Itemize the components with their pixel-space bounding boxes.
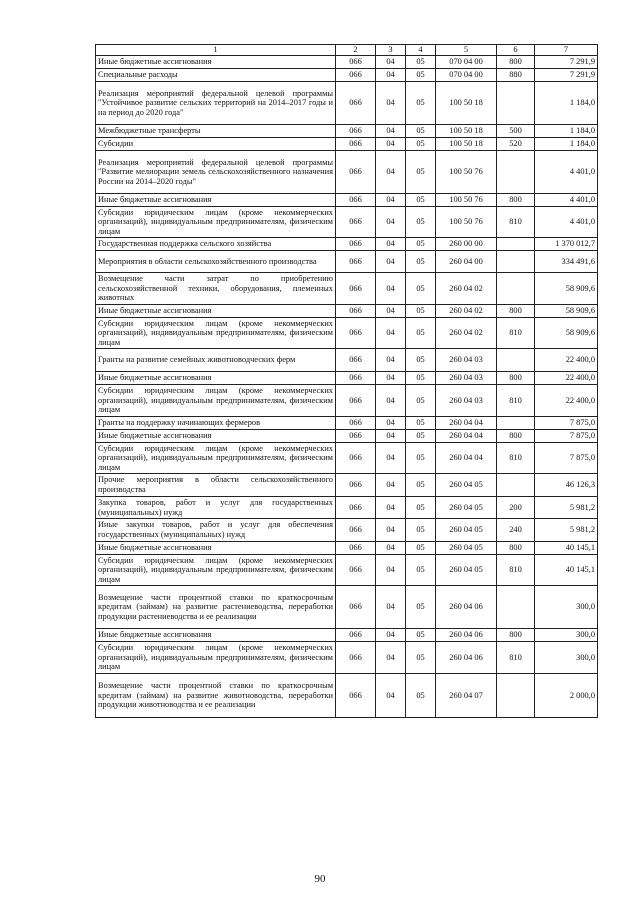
section-code-cell: 04 [376, 629, 406, 642]
ministry-code-cell: 066 [336, 207, 376, 238]
amount-cell: 5 981,2 [535, 497, 598, 519]
section-code-cell: 04 [376, 251, 406, 273]
ministry-code-cell: 066 [336, 194, 376, 207]
table-row [96, 443, 598, 474]
section-code-cell: 04 [376, 674, 406, 718]
target-item-cell: 260 04 05 [436, 542, 497, 555]
ministry-code-cell: 066 [336, 642, 376, 674]
row-name-cell: Субсидии юридическим лицам (кроме некоммерческих организаций), индивидуальным предпринимателям, физическим лицам [96, 318, 336, 349]
subsection-code-cell: 05 [406, 443, 436, 474]
table-row [96, 629, 598, 642]
target-item-cell: 260 04 03 [436, 372, 497, 385]
amount-cell: 1 370 012,7 [535, 238, 598, 251]
table-row [96, 542, 598, 555]
amount-cell: 5 981,2 [535, 519, 598, 542]
subsection-code-cell: 05 [406, 238, 436, 251]
section-code-cell: 04 [376, 82, 406, 125]
expense-type-cell: 500 [497, 125, 535, 138]
subsection-code-cell: 05 [406, 417, 436, 430]
ministry-code-cell: 066 [336, 542, 376, 555]
subsection-code-cell: 05 [406, 125, 436, 138]
section-code-cell: 04 [376, 207, 406, 238]
section-code-cell: 04 [376, 273, 406, 305]
subsection-code-cell: 05 [406, 273, 436, 305]
subsection-code-cell: 05 [406, 542, 436, 555]
amount-cell: 334 491,6 [535, 251, 598, 273]
ministry-code-cell: 066 [336, 69, 376, 82]
table-row [96, 474, 598, 497]
target-item-cell: 260 04 04 [436, 443, 497, 474]
target-item-cell: 260 04 06 [436, 642, 497, 674]
expense-type-cell [497, 674, 535, 718]
amount-cell: 46 126,3 [535, 474, 598, 497]
row-name-cell: Иные бюджетные ассигнования [96, 629, 336, 642]
target-item-cell: 260 04 05 [436, 497, 497, 519]
amount-cell: 22 400,0 [535, 385, 598, 417]
amount-cell: 40 145,1 [535, 542, 598, 555]
target-item-cell: 260 04 05 [436, 519, 497, 542]
row-name-cell: Иные бюджетные ассигнования [96, 56, 336, 69]
row-name-cell: Мероприятия в области сельскохозяйственного производства [96, 251, 336, 273]
target-item-cell: 260 04 00 [436, 251, 497, 273]
row-name-cell: Реализация мероприятий федеральной целевой программы "Развитие мелиорации земель сельскохозяйственного назначения России на 2014–2020 годы" [96, 151, 336, 194]
target-item-cell: 070 04 00 [436, 69, 497, 82]
ministry-code-cell: 066 [336, 125, 376, 138]
target-item-cell: 260 04 02 [436, 305, 497, 318]
section-code-cell: 04 [376, 497, 406, 519]
ministry-code-cell: 066 [336, 56, 376, 69]
ministry-code-cell: 066 [336, 443, 376, 474]
expense-type-cell [497, 349, 535, 372]
amount-cell: 300,0 [535, 642, 598, 674]
ministry-code-cell: 066 [336, 251, 376, 273]
row-name-cell: Субсидии [96, 138, 336, 151]
section-code-cell: 04 [376, 443, 406, 474]
section-code-cell: 04 [376, 56, 406, 69]
subsection-code-cell: 05 [406, 642, 436, 674]
expense-type-cell: 520 [497, 138, 535, 151]
table-row [96, 82, 598, 125]
ministry-code-cell: 066 [336, 305, 376, 318]
expense-type-cell: 800 [497, 194, 535, 207]
expense-type-cell: 810 [497, 207, 535, 238]
subsection-code-cell: 05 [406, 430, 436, 443]
target-item-cell: 260 04 07 [436, 674, 497, 718]
amount-cell: 58 909,6 [535, 318, 598, 349]
target-item-cell: 260 04 03 [436, 349, 497, 372]
row-name-cell: Государственная поддержка сельского хозяйства [96, 238, 336, 251]
table-row [96, 430, 598, 443]
target-item-cell: 260 04 05 [436, 474, 497, 497]
ministry-code-cell: 066 [336, 151, 376, 194]
expense-type-cell: 800 [497, 430, 535, 443]
subsection-code-cell: 05 [406, 519, 436, 542]
row-name-cell: Иные бюджетные ассигнования [96, 305, 336, 318]
table-row [96, 318, 598, 349]
target-item-cell: 070 04 00 [436, 56, 497, 69]
section-code-cell: 04 [376, 430, 406, 443]
row-name-cell: Иные бюджетные ассигнования [96, 372, 336, 385]
column-header: 5 [436, 45, 497, 56]
target-item-cell: 260 04 06 [436, 586, 497, 629]
table-row [96, 125, 598, 138]
expense-type-cell: 240 [497, 519, 535, 542]
table-row [96, 519, 598, 542]
expense-type-cell: 810 [497, 443, 535, 474]
expense-type-cell [497, 474, 535, 497]
table-row [96, 207, 598, 238]
ministry-code-cell: 066 [336, 497, 376, 519]
amount-cell: 7 875,0 [535, 417, 598, 430]
target-item-cell: 260 04 03 [436, 385, 497, 417]
subsection-code-cell: 05 [406, 56, 436, 69]
row-name-cell: Субсидии юридическим лицам (кроме некоммерческих организаций), индивидуальным предпринимателям, физическим лицам [96, 207, 336, 238]
budget-table [95, 44, 598, 718]
section-code-cell: 04 [376, 349, 406, 372]
subsection-code-cell: 05 [406, 69, 436, 82]
target-item-cell: 260 04 02 [436, 318, 497, 349]
section-code-cell: 04 [376, 474, 406, 497]
subsection-code-cell: 05 [406, 207, 436, 238]
page-number: 90 [314, 873, 326, 885]
column-header: 2 [336, 45, 376, 56]
section-code-cell: 04 [376, 542, 406, 555]
target-item-cell: 100 50 18 [436, 82, 497, 125]
expense-type-cell: 800 [497, 629, 535, 642]
target-item-cell: 260 04 04 [436, 417, 497, 430]
target-item-cell: 100 50 18 [436, 138, 497, 151]
expense-type-cell: 800 [497, 542, 535, 555]
amount-cell: 22 400,0 [535, 349, 598, 372]
expense-type-cell [497, 82, 535, 125]
ministry-code-cell: 066 [336, 519, 376, 542]
ministry-code-cell: 066 [336, 318, 376, 349]
table-row [96, 69, 598, 82]
subsection-code-cell: 05 [406, 586, 436, 629]
row-name-cell: Специальные расходы [96, 69, 336, 82]
amount-cell: 7 875,0 [535, 430, 598, 443]
table-row [96, 372, 598, 385]
expense-type-cell: 810 [497, 642, 535, 674]
amount-cell: 300,0 [535, 586, 598, 629]
target-item-cell: 260 04 06 [436, 629, 497, 642]
subsection-code-cell: 05 [406, 251, 436, 273]
row-name-cell: Реализация мероприятий федеральной целевой программы "Устойчивое развитие сельских территорий на 2014–2017 годы и на период до 2020 года" [96, 82, 336, 125]
section-code-cell: 04 [376, 151, 406, 194]
table-row [96, 305, 598, 318]
amount-cell: 1 184,0 [535, 125, 598, 138]
row-name-cell: Субсидии юридическим лицам (кроме некоммерческих организаций), индивидуальным предпринимателям, физическим лицам [96, 642, 336, 674]
row-name-cell: Субсидии юридическим лицам (кроме некоммерческих организаций), индивидуальным предпринимателям, физическим лицам [96, 555, 336, 586]
section-code-cell: 04 [376, 125, 406, 138]
table-row [96, 273, 598, 305]
section-code-cell: 04 [376, 519, 406, 542]
row-name-cell: Гранты на поддержку начинающих фермеров [96, 417, 336, 430]
target-item-cell: 100 50 18 [436, 125, 497, 138]
subsection-code-cell: 05 [406, 151, 436, 194]
column-header: 7 [535, 45, 598, 56]
amount-cell: 4 401,0 [535, 194, 598, 207]
expense-type-cell [497, 151, 535, 194]
table-row [96, 138, 598, 151]
expense-type-cell: 810 [497, 318, 535, 349]
expense-type-cell: 800 [497, 372, 535, 385]
expense-type-cell [497, 251, 535, 273]
section-code-cell: 04 [376, 555, 406, 586]
expense-type-cell [497, 586, 535, 629]
target-item-cell: 260 04 04 [436, 430, 497, 443]
row-name-cell: Возмещение части затрат по приобретению сельскохозяйственной техники, оборудования, племенных животных [96, 273, 336, 305]
table-row [96, 151, 598, 194]
row-name-cell: Субсидии юридическим лицам (кроме некоммерческих организаций), индивидуальным предпринимателям, физическим лицам [96, 443, 336, 474]
column-header: 1 [96, 45, 336, 56]
subsection-code-cell: 05 [406, 305, 436, 318]
section-code-cell: 04 [376, 372, 406, 385]
section-code-cell: 04 [376, 194, 406, 207]
row-name-cell: Прочие мероприятия в области сельскохозяйственного производства [96, 474, 336, 497]
expense-type-cell: 880 [497, 69, 535, 82]
subsection-code-cell: 05 [406, 497, 436, 519]
amount-cell: 4 401,0 [535, 151, 598, 194]
expense-type-cell [497, 238, 535, 251]
ministry-code-cell: 066 [336, 138, 376, 151]
column-header: 3 [376, 45, 406, 56]
amount-cell: 58 909,6 [535, 305, 598, 318]
subsection-code-cell: 05 [406, 82, 436, 125]
table-row [96, 194, 598, 207]
row-name-cell: Закупка товаров, работ и услуг для государственных (муниципальных) нужд [96, 497, 336, 519]
expense-type-cell: 800 [497, 56, 535, 69]
target-item-cell: 100 50 76 [436, 207, 497, 238]
ministry-code-cell: 066 [336, 555, 376, 586]
table-header-row [96, 45, 598, 56]
ministry-code-cell: 066 [336, 629, 376, 642]
ministry-code-cell: 066 [336, 349, 376, 372]
subsection-code-cell: 05 [406, 138, 436, 151]
table-row [96, 417, 598, 430]
expense-type-cell: 200 [497, 497, 535, 519]
row-name-cell: Гранты на развитие семейных животноводческих ферм [96, 349, 336, 372]
subsection-code-cell: 05 [406, 385, 436, 417]
column-header: 4 [406, 45, 436, 56]
table-row [96, 251, 598, 273]
target-item-cell: 260 04 02 [436, 273, 497, 305]
table-row [96, 586, 598, 629]
target-item-cell: 260 04 05 [436, 555, 497, 586]
expense-type-cell: 810 [497, 555, 535, 586]
target-item-cell: 100 50 76 [436, 151, 497, 194]
expense-type-cell: 810 [497, 385, 535, 417]
section-code-cell: 04 [376, 138, 406, 151]
ministry-code-cell: 066 [336, 417, 376, 430]
table-body [96, 56, 598, 718]
row-name-cell: Иные закупки товаров, работ и услуг для обеспечения государственных (муниципальных) нужд [96, 519, 336, 542]
amount-cell: 58 909,6 [535, 273, 598, 305]
expense-type-cell: 800 [497, 305, 535, 318]
section-code-cell: 04 [376, 69, 406, 82]
subsection-code-cell: 05 [406, 474, 436, 497]
subsection-code-cell: 05 [406, 349, 436, 372]
subsection-code-cell: 05 [406, 194, 436, 207]
table-row [96, 642, 598, 674]
subsection-code-cell: 05 [406, 372, 436, 385]
table-row [96, 385, 598, 417]
column-header: 6 [497, 45, 535, 56]
section-code-cell: 04 [376, 642, 406, 674]
table-row [96, 674, 598, 718]
row-name-cell: Возмещение части процентной ставки по краткосрочным кредитам (займам) на развитие растениеводства, переработки продукции растениеводства и ее реализации [96, 586, 336, 629]
section-code-cell: 04 [376, 417, 406, 430]
subsection-code-cell: 05 [406, 629, 436, 642]
row-name-cell: Иные бюджетные ассигнования [96, 194, 336, 207]
section-code-cell: 04 [376, 385, 406, 417]
ministry-code-cell: 066 [336, 273, 376, 305]
row-name-cell: Иные бюджетные ассигнования [96, 430, 336, 443]
target-item-cell: 260 00 00 [436, 238, 497, 251]
row-name-cell: Межбюджетные трансферты [96, 125, 336, 138]
ministry-code-cell: 066 [336, 238, 376, 251]
amount-cell: 40 145,1 [535, 555, 598, 586]
table-row [96, 349, 598, 372]
ministry-code-cell: 066 [336, 385, 376, 417]
subsection-code-cell: 05 [406, 674, 436, 718]
ministry-code-cell: 066 [336, 586, 376, 629]
ministry-code-cell: 066 [336, 82, 376, 125]
section-code-cell: 04 [376, 305, 406, 318]
ministry-code-cell: 066 [336, 474, 376, 497]
table-row [96, 497, 598, 519]
amount-cell: 1 184,0 [535, 138, 598, 151]
row-name-cell: Иные бюджетные ассигнования [96, 542, 336, 555]
ministry-code-cell: 066 [336, 674, 376, 718]
amount-cell: 2 000,0 [535, 674, 598, 718]
amount-cell: 1 184,0 [535, 82, 598, 125]
amount-cell: 300,0 [535, 629, 598, 642]
table-row [96, 238, 598, 251]
amount-cell: 4 401,0 [535, 207, 598, 238]
target-item-cell: 100 50 76 [436, 194, 497, 207]
row-name-cell: Субсидии юридическим лицам (кроме некоммерческих организаций), индивидуальным предпринимателям, физическим лицам [96, 385, 336, 417]
ministry-code-cell: 066 [336, 372, 376, 385]
amount-cell: 22 400,0 [535, 372, 598, 385]
subsection-code-cell: 05 [406, 318, 436, 349]
amount-cell: 7 875,0 [535, 443, 598, 474]
amount-cell: 7 291,9 [535, 56, 598, 69]
subsection-code-cell: 05 [406, 555, 436, 586]
expense-type-cell [497, 273, 535, 305]
section-code-cell: 04 [376, 586, 406, 629]
table-row [96, 555, 598, 586]
ministry-code-cell: 066 [336, 430, 376, 443]
section-code-cell: 04 [376, 238, 406, 251]
section-code-cell: 04 [376, 318, 406, 349]
table-row [96, 56, 598, 69]
expense-type-cell [497, 417, 535, 430]
row-name-cell: Возмещение части процентной ставки по краткосрочным кредитам (займам) на развитие животноводства, переработки продукции животноводства и ее реализации [96, 674, 336, 718]
amount-cell: 7 291,9 [535, 69, 598, 82]
